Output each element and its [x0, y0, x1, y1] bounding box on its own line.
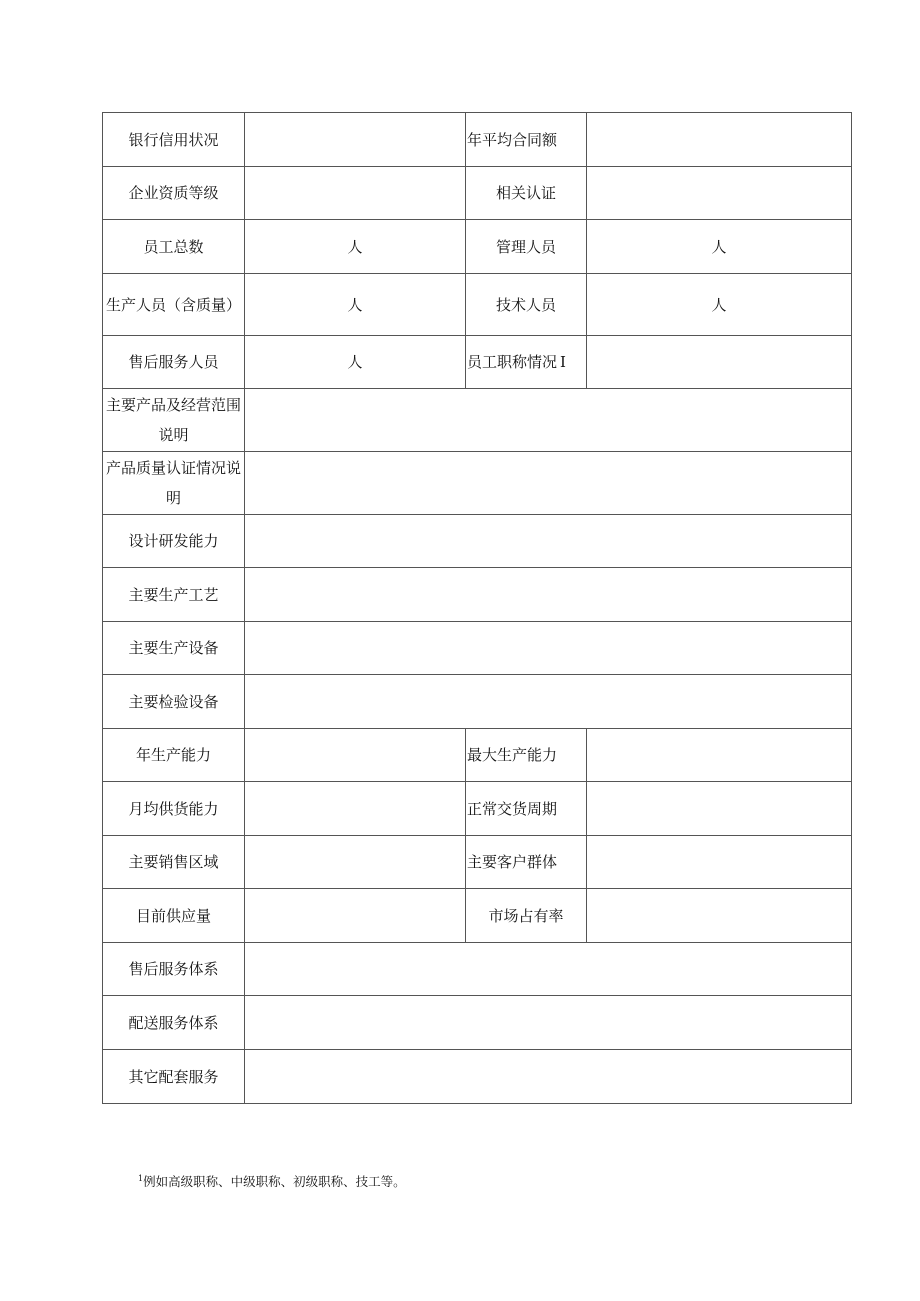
- label-cell: [466, 113, 587, 167]
- field-label: 其它配套服务: [128, 1067, 219, 1086]
- table-row: [103, 943, 852, 996]
- field-label: 正常交货周期: [467, 799, 558, 818]
- table-row: [103, 167, 852, 220]
- label-cell: [103, 167, 245, 220]
- field-cell[interactable]: [587, 113, 852, 167]
- table-row: [103, 452, 852, 515]
- field-label: 最大生产能力: [467, 746, 558, 764]
- field-cell[interactable]: [245, 943, 852, 996]
- field-cell[interactable]: [587, 274, 852, 336]
- field-label: 生产人员（含质量）: [105, 295, 241, 314]
- label-cell: [103, 389, 245, 452]
- field-value: 人: [711, 295, 727, 314]
- field-value: 人: [347, 353, 363, 371]
- label-cell: [466, 336, 587, 389]
- field-cell[interactable]: [245, 515, 852, 568]
- table-row: [103, 274, 852, 336]
- field-cell[interactable]: [587, 836, 852, 889]
- table-row: [103, 1050, 852, 1104]
- field-label: 主要产品及经营范围说明: [105, 396, 241, 444]
- field-label: 主要销售区域: [128, 853, 219, 871]
- field-cell[interactable]: [587, 167, 852, 220]
- field-value: 人: [347, 295, 363, 314]
- table-row: [103, 889, 852, 943]
- table-row: [103, 782, 852, 836]
- field-cell[interactable]: [587, 729, 852, 782]
- field-cell[interactable]: [245, 836, 466, 889]
- footnote: [138, 1172, 406, 1190]
- field-label: 配送服务体系: [128, 1013, 219, 1032]
- label-cell: [103, 220, 245, 274]
- label-cell: [103, 274, 245, 336]
- field-cell[interactable]: [245, 782, 466, 836]
- table-row: [103, 622, 852, 675]
- field-label: 主要检验设备: [128, 692, 219, 711]
- field-label: 银行信用状况: [128, 130, 219, 149]
- label-cell: [466, 729, 587, 782]
- field-label: 设计研发能力: [128, 532, 219, 550]
- field-cell[interactable]: [587, 889, 852, 943]
- label-cell: [466, 167, 587, 220]
- field-label: 主要生产工艺: [128, 585, 219, 604]
- field-cell[interactable]: [245, 568, 852, 622]
- field-cell[interactable]: [245, 1050, 852, 1104]
- field-cell[interactable]: [245, 167, 466, 220]
- field-cell[interactable]: [245, 274, 466, 336]
- table-row: [103, 675, 852, 729]
- field-label: 市场占有率: [488, 906, 564, 925]
- field-cell[interactable]: [245, 113, 466, 167]
- table-row: [103, 220, 852, 274]
- field-label: 目前供应量: [135, 906, 211, 925]
- field-label: 售后服务体系: [128, 960, 219, 978]
- field-label: 年生产能力: [135, 746, 211, 764]
- label-cell: [103, 889, 245, 943]
- field-cell[interactable]: [245, 729, 466, 782]
- field-cell[interactable]: [245, 996, 852, 1050]
- field-label: 管理人员: [495, 237, 556, 256]
- table-row: [103, 389, 852, 452]
- field-cell[interactable]: [245, 389, 852, 452]
- field-cell[interactable]: [587, 782, 852, 836]
- label-cell: [103, 782, 245, 836]
- label-cell: [103, 1050, 245, 1104]
- field-label: 技术人员: [495, 295, 556, 314]
- table-row: [103, 729, 852, 782]
- field-label: 产品质量认证情况说明: [105, 459, 241, 507]
- footnote-marker: 1: [138, 1173, 144, 1183]
- field-label: 主要生产设备: [128, 639, 219, 657]
- field-cell[interactable]: [245, 889, 466, 943]
- field-cell[interactable]: [587, 220, 852, 274]
- field-cell[interactable]: [245, 220, 466, 274]
- field-label: 员工总数: [143, 237, 204, 256]
- field-cell[interactable]: [245, 452, 852, 515]
- field-cell[interactable]: [245, 622, 852, 675]
- table-row: [103, 568, 852, 622]
- supplier-info-table: [102, 112, 852, 1104]
- label-cell: [466, 782, 587, 836]
- label-cell: [103, 675, 245, 729]
- field-label: 月均供货能力: [128, 799, 219, 818]
- field-value: 人: [711, 237, 727, 256]
- label-cell: [103, 943, 245, 996]
- label-cell: [103, 113, 245, 167]
- field-cell[interactable]: [245, 336, 466, 389]
- label-cell: [103, 452, 245, 515]
- field-label: 相关认证: [495, 184, 556, 202]
- label-cell: [103, 996, 245, 1050]
- table-row: [103, 336, 852, 389]
- table-row: [103, 113, 852, 167]
- field-label: 售后服务人员: [128, 353, 219, 371]
- table-row: [103, 996, 852, 1050]
- field-label: 年平均合同额: [467, 130, 558, 149]
- field-cell[interactable]: [587, 336, 852, 389]
- label-cell: [466, 889, 587, 943]
- label-cell: [466, 220, 587, 274]
- footnote-ref: I: [560, 353, 566, 371]
- label-cell: [103, 568, 245, 622]
- field-label: 员工职称情况: [467, 353, 558, 371]
- label-cell: [466, 836, 587, 889]
- label-cell: [103, 836, 245, 889]
- table-row: [103, 836, 852, 889]
- field-cell[interactable]: [245, 675, 852, 729]
- label-cell: [103, 622, 245, 675]
- footnote-text: 例如高级职称、中级职称、初级职称、技工等。: [143, 1174, 406, 1189]
- table-row: [103, 515, 852, 568]
- field-label: 企业资质等级: [128, 184, 219, 202]
- field-value: 人: [347, 237, 363, 256]
- label-cell: [103, 336, 245, 389]
- label-cell: [103, 515, 245, 568]
- label-cell: [466, 274, 587, 336]
- field-label: 主要客户群体: [467, 853, 558, 871]
- label-cell: [103, 729, 245, 782]
